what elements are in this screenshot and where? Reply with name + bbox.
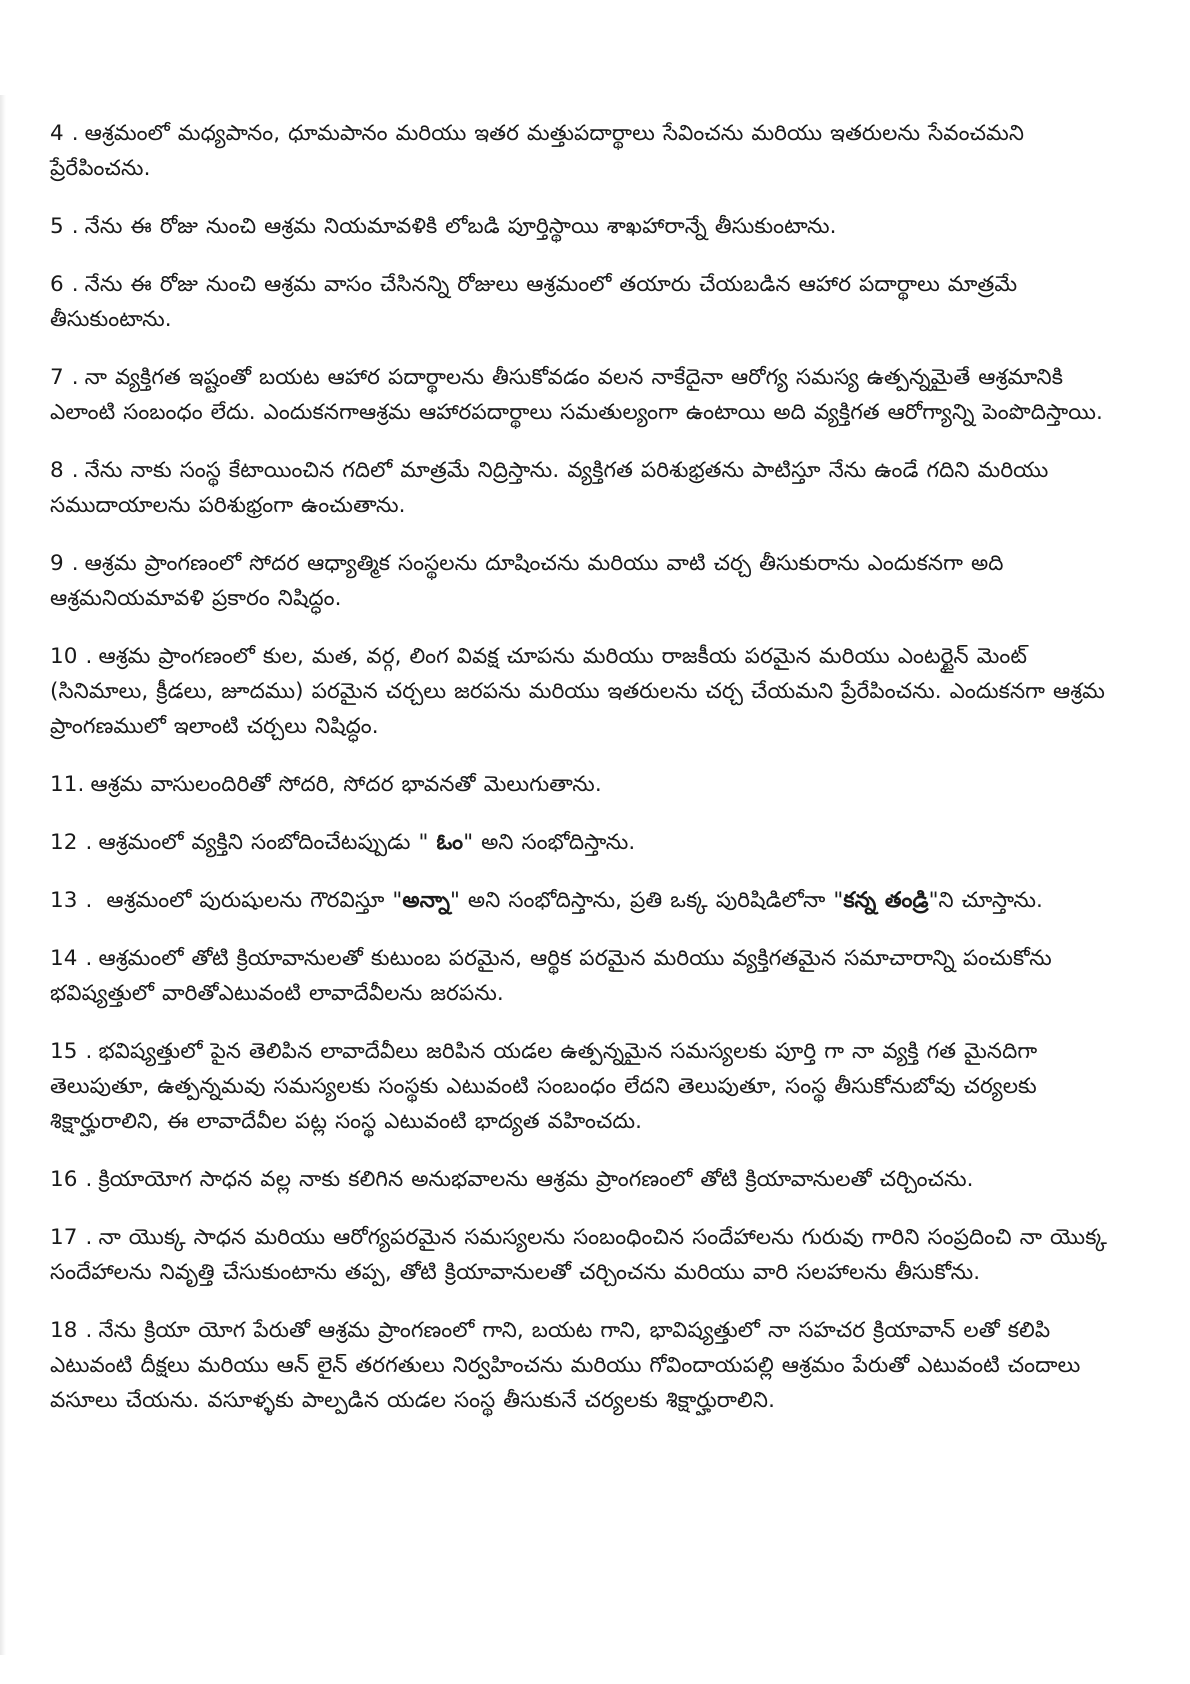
scan-edge-shadow	[0, 95, 6, 1655]
rule-item-18	[50, 1313, 1130, 1418]
rule-text: ఆశ్రమ వాసులందిరితో సోదరి, సోదర భావనతో మెలుగుతాను.	[90, 772, 602, 797]
rule-item-7	[50, 360, 1130, 430]
rule-text: నా వ్యక్తిగత ఇష్టంతో బయట ఆహార పదార్థాలను తీసుకోవడం వలన నాకేదైనా ఆరోగ్య సమస్య ఉత్పన్నమైతే ఆశ్రమానికి ఎలాంటి సంబంధం లేదు. ఎందుకనగాఆశ్రమ ఆహారపదార్థాలు సమతుల్యంగా ఉంటాయి అది వ్యక్తిగత ఆరోగ్యాన్ని పెంపొదిస్తాయి.	[50, 365, 1103, 425]
rule-item-4	[50, 116, 1130, 186]
rule-text-after: "ని చూస్తాను.	[928, 888, 1043, 913]
rule-number: 4 .	[50, 121, 79, 146]
rule-emphasis-1: అన్నా	[402, 888, 450, 913]
rule-number: 15 .	[50, 1039, 93, 1064]
rule-text: నేను ఈ రోజు నుంచి ఆశ్రమ నియమావళికి లోబడి పూర్తిస్థాయి శాఖహారాన్నే తీసుకుంటాను.	[84, 214, 837, 239]
rule-text: క్రియాయోగ సాధన వల్ల నాకు కలిగిన అనుభవాలను ఆశ్రమ ప్రాంగణంలో తోటి క్రియావానులతో చర్చించను.	[98, 1167, 974, 1192]
rule-item-15	[50, 1034, 1130, 1139]
rule-number: 16 .	[50, 1167, 93, 1192]
rule-text: నా యొక్క సాధన మరియు ఆరోగ్యపరమైన సమస్యలను సంబంధించిన సందేహాలను గురువు గారిని సంప్రదించి నా యొక్క సందేహాలను నివృత్తి చేసుకుంటాను తప్ప, తోటి క్రియావానులతో చర్చించను మరియు వారి సలహాలను తీసుకోను.	[50, 1225, 1107, 1285]
rule-number: 7 .	[50, 365, 79, 390]
rule-text-before: ఆశ్రమంలో వ్యక్తిని సంబోదించేటప్పుడు "	[98, 830, 437, 855]
rule-number: 18 .	[50, 1318, 93, 1343]
rule-item-16	[50, 1162, 1130, 1197]
rule-number: 17 .	[50, 1225, 93, 1250]
rule-number: 5 .	[50, 214, 79, 239]
rule-text: నేను నాకు సంస్థ కేటాయించిన గదిలో మాత్రమే నిద్రిస్తాను. వ్యక్తిగత పరిశుభ్రతను పాటిస్తూ నేను ఉండే గదిని మరియు సముదాయాలను పరిశుభ్రంగా ఉంచుతాను.	[50, 458, 1049, 518]
rule-number: 12 .	[50, 830, 93, 855]
rule-item-14	[50, 941, 1130, 1011]
rule-number: 8 .	[50, 458, 79, 483]
rule-number: 14 .	[50, 946, 93, 971]
rules-list	[50, 116, 1130, 1441]
rule-text-after: " అని సంభోదిస్తాను.	[463, 830, 636, 855]
rule-text: నేను ఈ రోజు నుంచి ఆశ్రమ వాసం చేసినన్ని రోజులు ఆశ్రమంలో తయారు చేయబడిన ఆహార పదార్థాలు మాత్రమే తీసుకుంటాను.	[50, 272, 1018, 332]
rule-item-13	[50, 883, 1130, 918]
rule-item-5	[50, 209, 1130, 244]
rule-item-9	[50, 546, 1130, 616]
rule-number: 11.	[50, 772, 85, 797]
rule-text: ఆశ్రమ ప్రాంగణంలో సోదర ఆధ్యాత్మిక సంస్థలను దూషించను మరియు వాటి చర్చ తీసుకురాను ఎందుకనగా అది ఆశ్రమనియమావళి ప్రకారం నిషిద్ధం.	[50, 551, 1004, 611]
rule-text: భవిష్యత్తులో పైన తెలిపిన లావాదేవీలు జరిపిన యడల ఉత్పన్నమైన సమస్యలకు పూర్తి గా నా వ్యక్తి గత మైనదిగా తెలుపుతూ, ఉత్పన్నమవు సమస్యలకు సంస్థకు ఎటువంటి సంబంధం లేదని తెలుపుతూ, సంస్థ తీసుకోనుబోవు చర్యలకు శిక్షార్హురాలిని, ఈ లావాదేవీల పట్ల సంస్థ ఎటువంటి భాద్యత వహించదు.	[50, 1039, 1038, 1134]
rule-text: ఆశ్రమ ప్రాంగణంలో కుల, మత, వర్గ, లింగ వివక్ష చూపను మరియు రాజకీయ పరమైన మరియు ఎంటర్టైన్ మెంట్ (సినిమాలు, క్రీడలు, జూదము) పరమైన చర్చలు జరపను మరియు ఇతరులను చర్చ చేయమని ప్రేరేపించను. ఎందుకనగా ఆశ్రమ ప్రాంగణములో ఇలాంటి చర్చలు నిషిద్ధం.	[50, 644, 1106, 739]
rule-text-middle: " అని సంభోదిస్తాను, ప్రతి ఒక్క పురిషిడిలోనా "	[450, 888, 844, 913]
rule-number: 6 .	[50, 272, 79, 297]
rule-text: ఆశ్రమంలో తోటి క్రియావానులతో కుటుంబ పరమైన, ఆర్థిక పరమైన మరియు వ్యక్తిగతమైన సమాచారాన్ని పంచుకోను భవిష్యత్తులో వారితోఎటువంటి లావాదేవీలను జరపను.	[50, 946, 1052, 1006]
rule-number: 10 .	[50, 644, 93, 669]
rule-emphasis-2: కన్న తండ్రి	[843, 888, 929, 913]
rule-text: ఆశ్రమంలో మధ్యపానం, ధూమపానం మరియు ఇతర మత్తుపదార్థాలు సేవించను మరియు ఇతరులను సేవంచమని ప్రేరేపించను.	[50, 121, 1025, 181]
rule-item-8	[50, 453, 1130, 523]
rule-emphasis: ఓం	[436, 830, 464, 855]
rule-text: నేను క్రియా యోగ పేరుతో ఆశ్రమ ప్రాంగణంలో గాని, బయట గాని, భావిష్యత్తులో నా సహచర క్రియావాన్ లతో కలిపి ఎటువంటి దీక్షలు మరియు ఆన్ లైన్ తరగతులు నిర్వహించను మరియు గోవిందాయపల్లి ఆశ్రమం పేరుతో ఎటువంటి చందాలు వసూలు చేయను. వసూళ్ళకు పాల్పడిన యడల సంస్థ తీసుకునే చర్యలకు శిక్షార్హురాలిని.	[50, 1318, 1081, 1413]
rule-item-6	[50, 267, 1130, 337]
rule-item-12	[50, 825, 1130, 860]
rule-text-before: ఆశ్రమంలో పురుషులను గౌరవిస్తూ "	[98, 888, 403, 913]
rule-item-10	[50, 639, 1130, 744]
rule-number: 9 .	[50, 551, 79, 576]
rule-item-17	[50, 1220, 1130, 1290]
rule-item-11	[50, 767, 1130, 802]
rule-number: 13 .	[50, 888, 93, 913]
